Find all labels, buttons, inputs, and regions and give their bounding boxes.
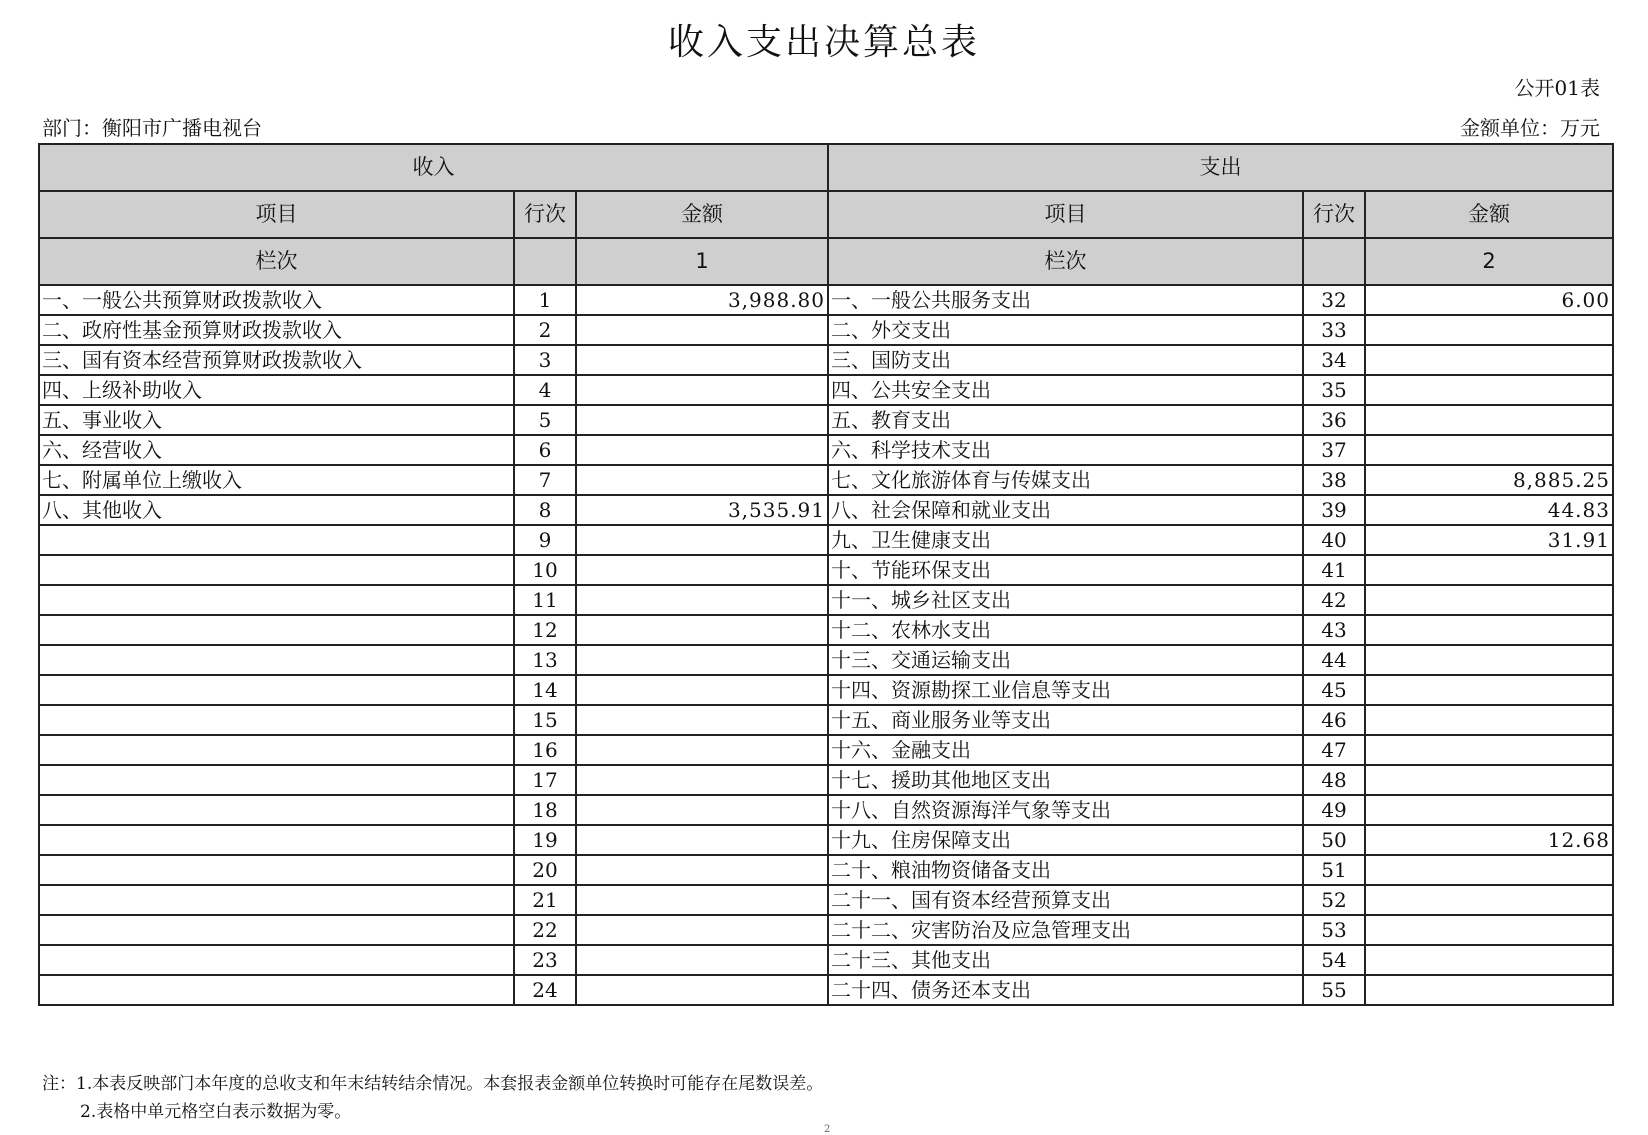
expense-amount-cell — [1365, 585, 1613, 615]
income-item-cell — [39, 975, 514, 1005]
header-row-column-numbers — [39, 238, 1613, 285]
form-number: 公开01表 — [1514, 76, 1600, 100]
income-row-no-cell: 1 — [514, 285, 576, 315]
income-row-no-cell: 13 — [514, 645, 576, 675]
income-amount-cell — [576, 525, 828, 555]
income-row-no-cell: 17 — [514, 765, 576, 795]
income-item-cell — [39, 855, 514, 885]
table-row — [39, 495, 1613, 525]
expense-row-no-cell: 51 — [1303, 855, 1365, 885]
expense-amount-cell — [1365, 375, 1613, 405]
income-row-no-cell: 8 — [514, 495, 576, 525]
expense-row-no-cell: 37 — [1303, 435, 1365, 465]
income-item-cell — [39, 525, 514, 555]
income-amount-cell: 3,988.80 — [576, 285, 828, 315]
income-item-cell: 四、上级补助收入 — [39, 375, 514, 405]
expense-amount-cell — [1365, 645, 1613, 675]
income-row-no-cell: 11 — [514, 585, 576, 615]
income-amount-cell — [576, 615, 828, 645]
expense-amount-cell — [1365, 945, 1613, 975]
income-row-no-cell: 3 — [514, 345, 576, 375]
expense-amount-cell — [1365, 855, 1613, 885]
table-row — [39, 765, 1613, 795]
expense-row-no-cell: 36 — [1303, 405, 1365, 435]
expense-amount-cell — [1365, 705, 1613, 735]
expense-row-no-cell: 33 — [1303, 315, 1365, 345]
income-item-cell — [39, 825, 514, 855]
income-item-cell — [39, 765, 514, 795]
expense-amount-cell — [1365, 435, 1613, 465]
expense-amount-cell: 31.91 — [1365, 525, 1613, 555]
table-row — [39, 645, 1613, 675]
expense-item-cell: 十、节能环保支出 — [828, 555, 1303, 585]
income-item-cell: 五、事业收入 — [39, 405, 514, 435]
expense-amount-cell — [1365, 975, 1613, 1005]
expense-item-cell: 六、科学技术支出 — [828, 435, 1303, 465]
expense-amount-cell: 44.83 — [1365, 495, 1613, 525]
expense-item-cell: 二十二、灾害防治及应急管理支出 — [828, 915, 1303, 945]
income-row-no-cell: 23 — [514, 945, 576, 975]
expense-row-no-cell: 49 — [1303, 795, 1365, 825]
income-row-no-cell: 20 — [514, 855, 576, 885]
expense-item-cell: 十二、农林水支出 — [828, 615, 1303, 645]
income-item-cell: 一、一般公共预算财政拨款收入 — [39, 285, 514, 315]
expense-row-no-cell: 41 — [1303, 555, 1365, 585]
income-amount-cell — [576, 705, 828, 735]
table-row — [39, 375, 1613, 405]
income-row-no-cell: 22 — [514, 915, 576, 945]
income-amount-cell — [576, 315, 828, 345]
income-amount-cell — [576, 735, 828, 765]
expense-amount-cell — [1365, 885, 1613, 915]
expense-section-header: 支出 — [828, 144, 1613, 191]
income-row-no-cell: 10 — [514, 555, 576, 585]
income-amount-cell — [576, 375, 828, 405]
income-amount-cell — [576, 675, 828, 705]
income-amount-cell — [576, 345, 828, 375]
expense-item-cell: 四、公共安全支出 — [828, 375, 1303, 405]
table-row — [39, 915, 1613, 945]
expense-item-cell: 十九、住房保障支出 — [828, 825, 1303, 855]
expense-row-no-cell: 50 — [1303, 825, 1365, 855]
expense-amount-cell: 8,885.25 — [1365, 465, 1613, 495]
expense-item-header: 项目 — [828, 191, 1303, 238]
amount-unit-label: 金额单位：万元 — [1460, 116, 1600, 140]
expense-item-cell: 十八、自然资源海洋气象等支出 — [828, 795, 1303, 825]
income-amount-cell: 3,535.91 — [576, 495, 828, 525]
income-row-no-cell: 5 — [514, 405, 576, 435]
income-expense-table — [38, 143, 1614, 1006]
expense-item-cell: 二十、粮油物资储备支出 — [828, 855, 1303, 885]
expense-row-no-cell: 43 — [1303, 615, 1365, 645]
table-row — [39, 405, 1613, 435]
department-label: 部门：衡阳市广播电视台 — [42, 116, 262, 140]
income-item-cell: 三、国有资本经营预算财政拨款收入 — [39, 345, 514, 375]
expense-row-no-cell: 48 — [1303, 765, 1365, 795]
table-row — [39, 795, 1613, 825]
income-column-no-label: 栏次 — [39, 238, 514, 285]
income-column-1: 1 — [576, 238, 828, 285]
income-item-header: 项目 — [39, 191, 514, 238]
expense-amount-cell — [1365, 675, 1613, 705]
expense-item-cell: 二十四、债务还本支出 — [828, 975, 1303, 1005]
income-row-no-cell: 7 — [514, 465, 576, 495]
expense-item-cell: 七、文化旅游体育与传媒支出 — [828, 465, 1303, 495]
table-row — [39, 465, 1613, 495]
table-row — [39, 825, 1613, 855]
income-amount-cell — [576, 645, 828, 675]
page-mark: 2 — [824, 1124, 831, 1135]
table-row — [39, 675, 1613, 705]
income-row-no-cell: 9 — [514, 525, 576, 555]
expense-column-2: 2 — [1365, 238, 1613, 285]
expense-row-no-cell: 45 — [1303, 675, 1365, 705]
income-item-cell: 八、其他收入 — [39, 495, 514, 525]
footnote-2: 2.表格中单元格空白表示数据为零。 — [80, 1102, 352, 1122]
expense-amount-cell — [1365, 405, 1613, 435]
income-item-cell — [39, 735, 514, 765]
expense-row-no-cell: 32 — [1303, 285, 1365, 315]
income-amount-cell — [576, 465, 828, 495]
income-item-cell — [39, 645, 514, 675]
table-row — [39, 855, 1613, 885]
expense-row-no-cell: 55 — [1303, 975, 1365, 1005]
header-row-columns — [39, 191, 1613, 238]
income-item-cell — [39, 675, 514, 705]
expense-amount-cell — [1365, 315, 1613, 345]
income-item-cell — [39, 585, 514, 615]
expense-item-cell: 二、外交支出 — [828, 315, 1303, 345]
income-section-header: 收入 — [39, 144, 828, 191]
page-title: 收入支出决算总表 — [667, 22, 980, 63]
table-row — [39, 885, 1613, 915]
expense-item-cell: 十一、城乡社区支出 — [828, 585, 1303, 615]
income-row-no-header: 行次 — [514, 191, 576, 238]
table-row — [39, 945, 1613, 975]
income-row-no-blank — [514, 238, 576, 285]
expense-item-cell: 二十三、其他支出 — [828, 945, 1303, 975]
expense-amount-cell — [1365, 735, 1613, 765]
expense-row-no-cell: 35 — [1303, 375, 1365, 405]
income-item-cell — [39, 705, 514, 735]
income-amount-cell — [576, 945, 828, 975]
income-amount-cell — [576, 885, 828, 915]
income-amount-cell — [576, 435, 828, 465]
income-item-cell — [39, 915, 514, 945]
expense-amount-header: 金额 — [1365, 191, 1613, 238]
income-row-no-cell: 12 — [514, 615, 576, 645]
expense-row-no-cell: 47 — [1303, 735, 1365, 765]
expense-item-cell: 十七、援助其他地区支出 — [828, 765, 1303, 795]
expense-row-no-cell: 46 — [1303, 705, 1365, 735]
expense-item-cell: 十五、商业服务业等支出 — [828, 705, 1303, 735]
income-item-cell — [39, 615, 514, 645]
income-amount-header: 金额 — [576, 191, 828, 238]
income-amount-cell — [576, 765, 828, 795]
income-row-no-cell: 19 — [514, 825, 576, 855]
income-row-no-cell: 4 — [514, 375, 576, 405]
expense-row-no-cell: 40 — [1303, 525, 1365, 555]
footnotes — [42, 1070, 823, 1126]
income-row-no-cell: 24 — [514, 975, 576, 1005]
expense-row-no-cell: 38 — [1303, 465, 1365, 495]
income-row-no-cell: 2 — [514, 315, 576, 345]
expense-column-no-label: 栏次 — [828, 238, 1303, 285]
footnote-1: 注：1.本表反映部门本年度的总收支和年末结转结余情况。本套报表金额单位转换时可能存在尾数误差。 — [42, 1074, 824, 1094]
income-row-no-cell: 6 — [514, 435, 576, 465]
income-item-cell: 六、经营收入 — [39, 435, 514, 465]
income-row-no-cell: 14 — [514, 675, 576, 705]
income-amount-cell — [576, 915, 828, 945]
expense-amount-cell: 6.00 — [1365, 285, 1613, 315]
income-item-cell — [39, 555, 514, 585]
income-item-cell — [39, 795, 514, 825]
table-row — [39, 615, 1613, 645]
income-row-no-cell: 18 — [514, 795, 576, 825]
income-item-cell: 二、政府性基金预算财政拨款收入 — [39, 315, 514, 345]
income-row-no-cell: 15 — [514, 705, 576, 735]
table-row — [39, 705, 1613, 735]
expense-row-no-blank — [1303, 238, 1365, 285]
expense-amount-cell — [1365, 555, 1613, 585]
expense-item-cell: 九、卫生健康支出 — [828, 525, 1303, 555]
table-row — [39, 975, 1613, 1005]
table-row — [39, 315, 1613, 345]
expense-item-cell: 五、教育支出 — [828, 405, 1303, 435]
table-row — [39, 285, 1613, 315]
expense-row-no-cell: 39 — [1303, 495, 1365, 525]
expense-row-no-cell: 52 — [1303, 885, 1365, 915]
income-amount-cell — [576, 585, 828, 615]
income-amount-cell — [576, 795, 828, 825]
expense-item-cell: 八、社会保障和就业支出 — [828, 495, 1303, 525]
expense-amount-cell — [1365, 795, 1613, 825]
expense-row-no-header: 行次 — [1303, 191, 1365, 238]
income-amount-cell — [576, 825, 828, 855]
income-amount-cell — [576, 405, 828, 435]
income-row-no-cell: 21 — [514, 885, 576, 915]
expense-row-no-cell: 54 — [1303, 945, 1365, 975]
expense-amount-cell — [1365, 345, 1613, 375]
expense-item-cell: 一、一般公共服务支出 — [828, 285, 1303, 315]
expense-item-cell: 十三、交通运输支出 — [828, 645, 1303, 675]
expense-item-cell: 十四、资源勘探工业信息等支出 — [828, 675, 1303, 705]
table-row — [39, 435, 1613, 465]
income-row-no-cell: 16 — [514, 735, 576, 765]
expense-row-no-cell: 42 — [1303, 585, 1365, 615]
expense-item-cell: 二十一、国有资本经营预算支出 — [828, 885, 1303, 915]
income-item-cell — [39, 885, 514, 915]
income-amount-cell — [576, 555, 828, 585]
expense-row-no-cell: 53 — [1303, 915, 1365, 945]
expense-amount-cell — [1365, 915, 1613, 945]
expense-row-no-cell: 34 — [1303, 345, 1365, 375]
table-row — [39, 735, 1613, 765]
income-amount-cell — [576, 975, 828, 1005]
income-item-cell: 七、附属单位上缴收入 — [39, 465, 514, 495]
expense-amount-cell — [1365, 765, 1613, 795]
expense-row-no-cell: 44 — [1303, 645, 1365, 675]
table-row — [39, 555, 1613, 585]
table-row — [39, 585, 1613, 615]
table-row — [39, 345, 1613, 375]
expense-amount-cell: 12.68 — [1365, 825, 1613, 855]
income-item-cell — [39, 945, 514, 975]
expense-amount-cell — [1365, 615, 1613, 645]
header-row-sections — [39, 144, 1613, 191]
expense-item-cell: 十六、金融支出 — [828, 735, 1303, 765]
expense-item-cell: 三、国防支出 — [828, 345, 1303, 375]
table-row — [39, 525, 1613, 555]
income-amount-cell — [576, 855, 828, 885]
